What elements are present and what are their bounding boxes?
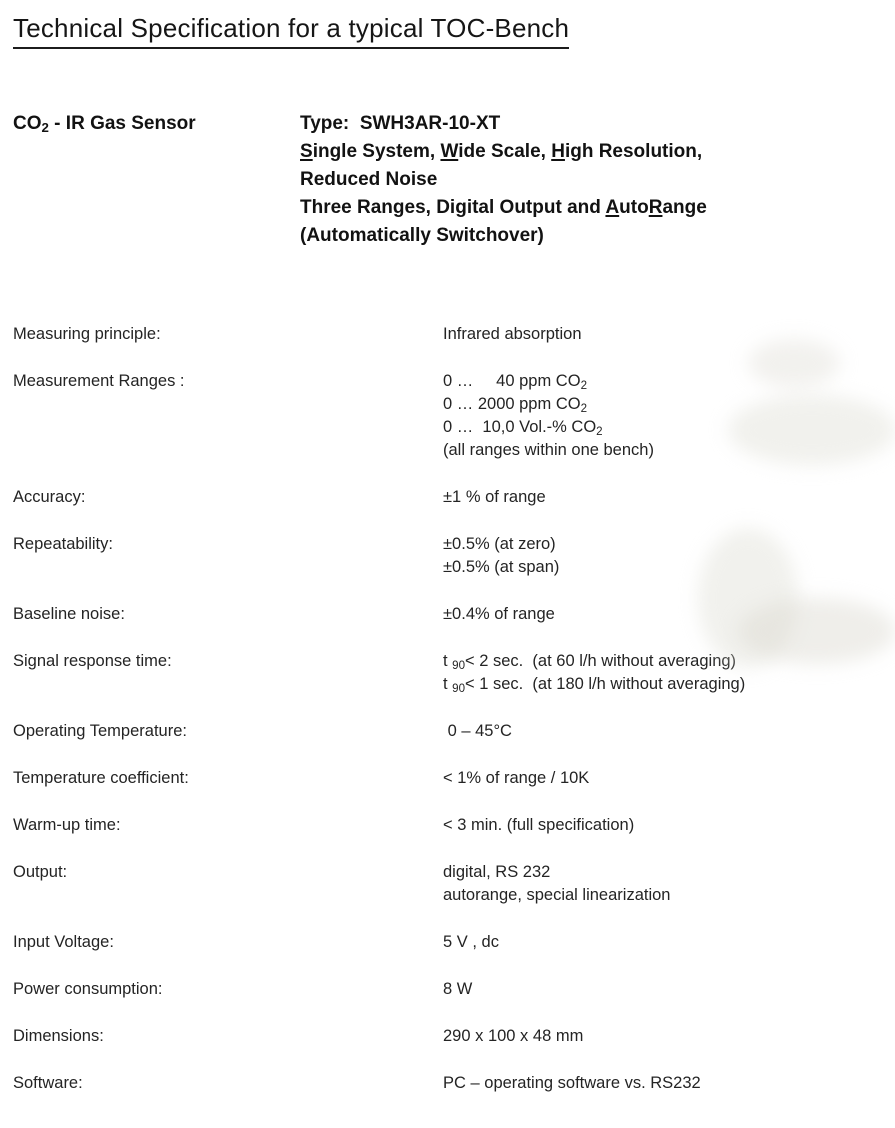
document-page	[0, 13, 895, 1128]
sensor-type-line: Single System, Wide Scale, High Resolution,	[300, 141, 703, 162]
spec-value	[443, 1072, 701, 1095]
spec-label: Input Voltage:	[13, 933, 114, 951]
spec-row	[13, 1025, 895, 1048]
spec-label: Measuring principle:	[13, 325, 161, 343]
spec-row	[13, 931, 895, 954]
spec-row	[13, 533, 895, 579]
spec-value-line: ±1 % of range	[443, 488, 546, 506]
spec-value	[443, 650, 745, 696]
spec-value	[443, 978, 472, 1001]
spec-value-line: 8 W	[443, 980, 473, 998]
spec-row	[13, 650, 895, 696]
spec-row	[13, 861, 895, 907]
spec-value	[443, 1025, 583, 1048]
spec-value-line: 5 V , dc	[443, 933, 499, 951]
sensor-name: $CO_2$ - IR Gas Sensor	[13, 113, 196, 136]
spec-label: Dimensions:	[13, 1027, 104, 1045]
spec-value-line: autorange, special linearization	[443, 886, 671, 904]
spec-value	[443, 861, 670, 907]
spec-value	[443, 931, 499, 954]
spec-value-line: 0 … 40 ppm $CO_2$	[443, 372, 587, 392]
spec-label: Warm-up time:	[13, 816, 121, 834]
spec-row	[13, 603, 895, 626]
spec-value-line: Infrared absorption	[443, 325, 582, 343]
spec-row	[13, 978, 895, 1001]
spec-value-line: 290 x 100 x 48 mm	[443, 1027, 584, 1045]
spec-value-line: digital, RS 232	[443, 863, 551, 881]
spec-label: Repeatability:	[13, 535, 113, 553]
title-wrap	[13, 13, 895, 49]
spec-row	[13, 767, 895, 790]
spec-value-line: (all ranges within one bench)	[443, 441, 654, 459]
spec-value	[443, 323, 582, 346]
spec-label: Power consumption:	[13, 980, 163, 998]
spec-value	[443, 767, 589, 790]
spec-row	[13, 814, 895, 837]
spec-label: Measurement Ranges :	[13, 372, 185, 390]
page-title: Technical Specification for a typical TOC-Bench	[13, 13, 569, 49]
spec-row	[13, 720, 895, 743]
spec-label: Baseline noise:	[13, 605, 125, 623]
spec-value	[443, 814, 634, 837]
spec-table	[13, 323, 895, 1095]
spec-value	[443, 486, 546, 509]
spec-row	[13, 486, 895, 509]
spec-value-line: ±0.5% (at span)	[443, 558, 560, 576]
spec-value-line: ±0.4% of range	[443, 605, 555, 623]
spec-value	[443, 603, 555, 626]
spec-value-line: 0 … 2000 ppm $CO_2$	[443, 395, 587, 415]
spec-value	[443, 370, 654, 462]
spec-label: Signal response time:	[13, 652, 172, 670]
sensor-type-line: (Automatically Switchover)	[300, 225, 544, 246]
sensor-type-block	[300, 110, 707, 250]
spec-label: Operating Temperature:	[13, 722, 187, 740]
spec-value-line: t $_{90}$< 2 sec. (at 60 l/h without averaging)	[443, 652, 737, 672]
sensor-type-line: Type: SWH3AR-10-XT	[300, 113, 501, 134]
spec-value-line: 0 – 45°C	[443, 722, 512, 740]
spec-row	[13, 1072, 895, 1095]
spec-value-line: ±0.5% (at zero)	[443, 535, 556, 553]
spec-value-line: < 1% of range / 10K	[443, 769, 590, 787]
spec-value	[443, 533, 559, 579]
spec-value-line: < 3 min. (full specification)	[443, 816, 635, 834]
spec-value-line: t $_{90}$< 1 sec. (at 180 l/h without averaging)	[443, 675, 746, 695]
spec-label: Output:	[13, 863, 68, 881]
spec-row	[13, 370, 895, 462]
sensor-type-line: Reduced Noise	[300, 169, 438, 190]
spec-value-line: PC – operating software vs. RS232	[443, 1074, 701, 1092]
sensor-heading-section	[13, 110, 895, 250]
spec-label: Accuracy:	[13, 488, 86, 506]
spec-label: Temperature coefficient:	[13, 769, 189, 787]
spec-row	[13, 323, 895, 346]
spec-label: Software:	[13, 1074, 83, 1092]
spec-value-line: 0 … 10,0 Vol.-% $CO_2$	[443, 418, 603, 438]
sensor-type-line: Three Ranges, Digital Output and AutoRange	[300, 197, 707, 218]
spec-value	[443, 720, 512, 743]
